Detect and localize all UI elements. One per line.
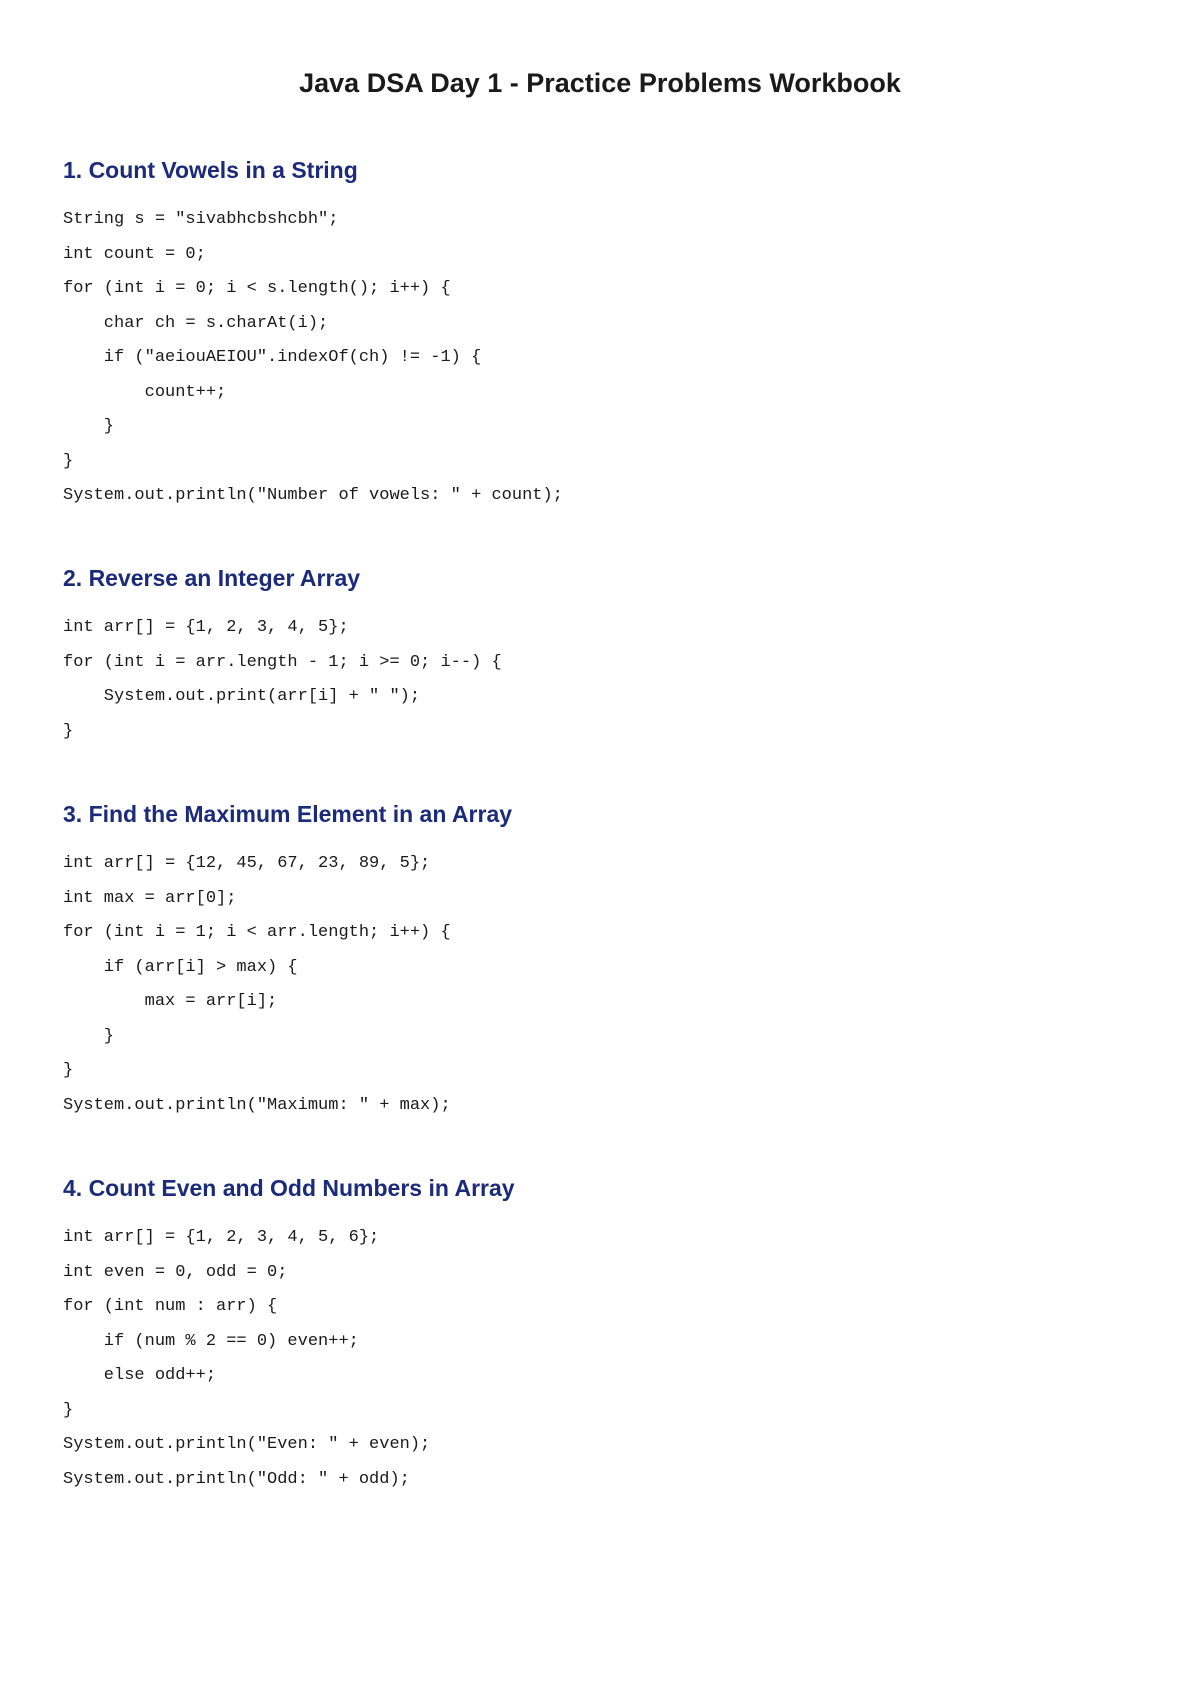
code-line: for (int i = arr.length - 1; i >= 0; i--) { — [63, 652, 502, 672]
code-line: max = arr[i]; — [63, 992, 278, 1011]
code-line: int arr[] = {12, 45, 67, 23, 89, 5}; — [63, 854, 431, 873]
code-block — [63, 203, 1143, 514]
code-line: if (num % 2 == 0) even++; — [63, 1331, 359, 1351]
code-line: char ch = s.charAt(i); — [63, 313, 329, 333]
section-even-odd — [63, 1173, 1143, 1497]
code-line: int arr[] = {1, 2, 3, 4, 5, 6}; — [63, 1228, 380, 1247]
code-line: int count = 0; — [63, 244, 206, 264]
code-line: System.out.println("Even: " + even); — [63, 1435, 431, 1454]
code-line: else odd++; — [63, 1366, 217, 1385]
code-line: int arr[] = {1, 2, 3, 4, 5}; — [63, 618, 349, 637]
section-heading: 3. Find the Maximum Element in an Array — [63, 801, 513, 827]
code-line: String s = "sivabhcbshcbh"; — [63, 210, 339, 229]
section-heading: 1. Count Vowels in a String — [63, 157, 358, 183]
code-line: System.out.print(arr[i] + " "); — [63, 687, 421, 706]
section-heading: 2. Reverse an Integer Array — [63, 565, 361, 591]
page-title: Java DSA Day 1 - Practice Problems Workbook — [299, 68, 901, 98]
code-line: System.out.println("Number of vowels: " + count); — [63, 486, 563, 505]
code-line: } — [63, 1026, 115, 1046]
code-line: } — [63, 417, 115, 436]
code-line: for (int i = 0; i < s.length(); i++) { — [63, 279, 451, 298]
code-block — [63, 1221, 1143, 1497]
code-line: if ("aeiouAEIOU".indexOf(ch) != -1) { — [63, 348, 482, 367]
code-line: count++; — [63, 382, 227, 402]
code-block — [63, 611, 1143, 749]
code-line: } — [63, 1061, 74, 1080]
code-line: } — [63, 451, 74, 471]
code-line: for (int num : arr) { — [63, 1297, 278, 1316]
section-heading: 4. Count Even and Odd Numbers in Array — [63, 1175, 515, 1201]
code-line: if (arr[i] > max) { — [63, 957, 298, 977]
section-max-element — [63, 799, 1143, 1123]
code-line: int even = 0, odd = 0; — [63, 1262, 288, 1282]
code-line: } — [63, 1400, 74, 1420]
code-line: System.out.println("Odd: " + odd); — [63, 1469, 410, 1489]
code-block — [63, 847, 1143, 1123]
code-line: for (int i = 1; i < arr.length; i++) { — [63, 923, 451, 942]
code-line: System.out.println("Maximum: " + max); — [63, 1095, 451, 1115]
code-line: } — [63, 721, 74, 741]
section-count-vowels — [63, 155, 1143, 514]
code-line: int max = arr[0]; — [63, 888, 237, 908]
section-reverse-array — [63, 563, 1143, 749]
